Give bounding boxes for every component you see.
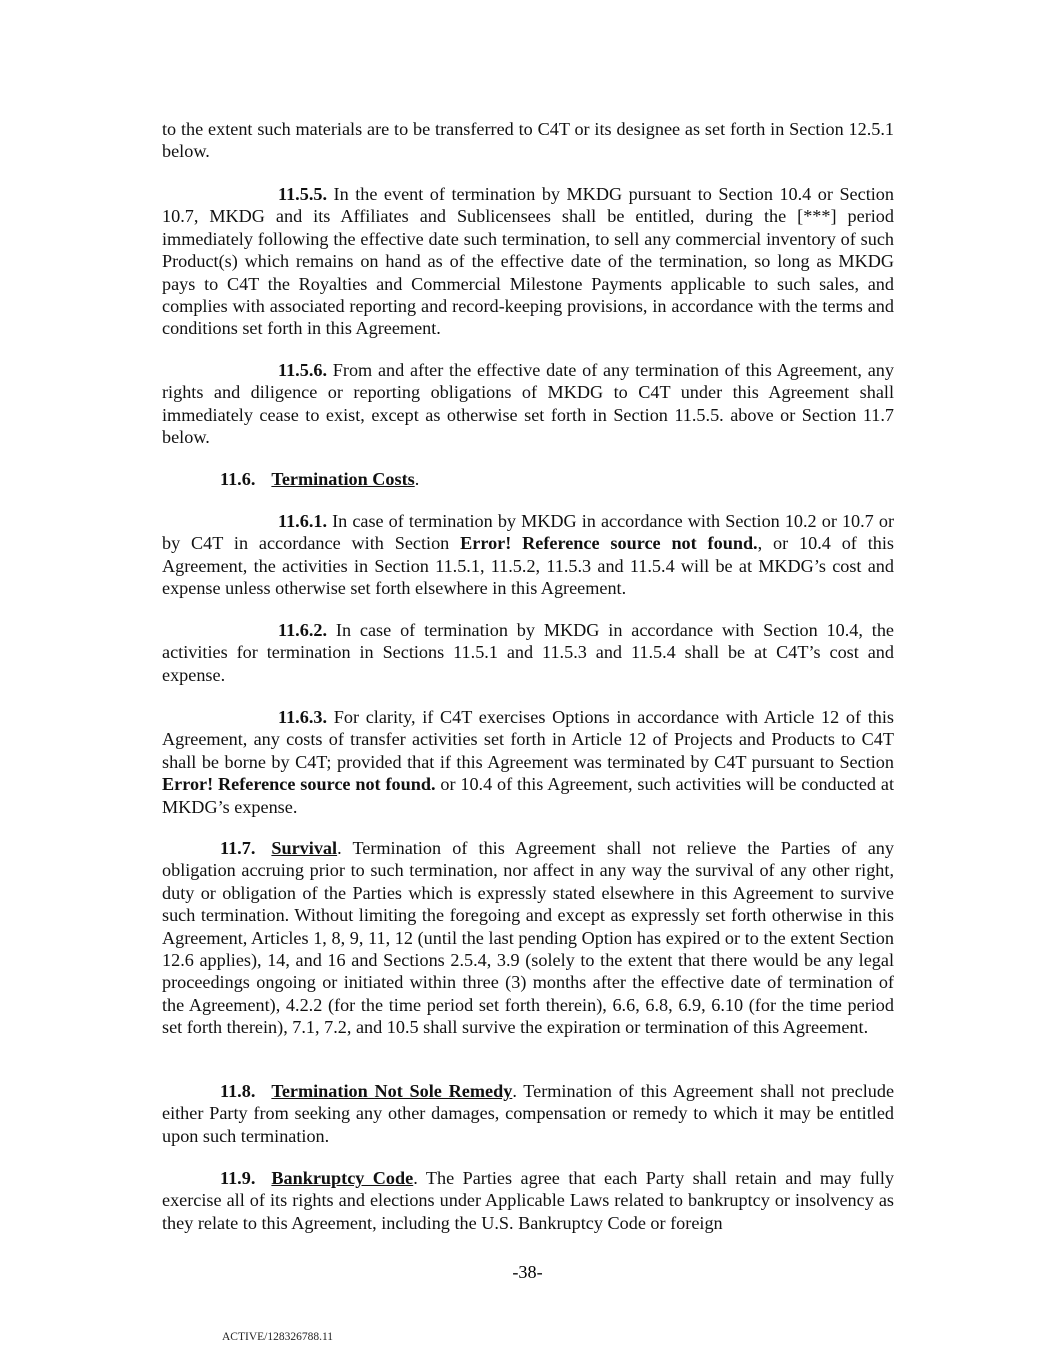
section-11-6-3: 11.6.3. For clarity, if C4T exercises Options in accordance with Article 12 of this Agreement, any costs of transfer activities set forth in Article 12 of Projects and Products to C4T shall be borne by C4T; provided that if this Agreement was terminated by C4T pursuant to Section Error! Reference source not found. or 10.4 of this Agreement, such activities will be conducted at MKDG’s expense.: [162, 707, 895, 817]
section-title: Termination Not Sole Remedy: [271, 1081, 513, 1101]
section-title: Survival: [271, 838, 338, 858]
section-11-5-5: [162, 183, 894, 340]
section-text: From and after the effective date of any termination of this Agreement, any rights and diligence or reporting obligations of MKDG to C4T under this Agreement shall immediately cease to exist, except as otherwise set forth in Section 11.5.5. above or Section 11.7 below.: [162, 360, 894, 448]
section-title: Bankruptcy Code: [271, 1168, 414, 1188]
section-11-7: [162, 837, 894, 1039]
document-footer-id: ACTIVE/128326788.11: [222, 1331, 334, 1343]
section-11-8: [162, 1080, 894, 1147]
section-number: 11.9.: [220, 1168, 256, 1188]
section-11-6-2: [162, 619, 894, 686]
section-11-9: [162, 1167, 894, 1234]
section-text: . The Parties agree that each Party shall retain and may fully exercise all of its rights and elections under Applicable Laws related to bankruptcy or insolvency as they relate to this Agreement, including the U.S. Bankruptcy Code or foreign: [162, 1168, 894, 1233]
section-number: 11.6.3.: [278, 707, 328, 727]
reference-error: Error! Reference source not found.: [460, 533, 758, 554]
section-text: . Termination of this Agreement shall not relieve the Parties of any obligation accruing prior to such termination, nor affect in any way the survival of any other right, duty or obligation of the Parties which is expressly stated elsewhere in this Agreement to survive such termination. Without limiting the foregoing and except as expressly set forth otherwise in this Agreement, Articles 1, 8, 9, 11, 12 (until the last pending Option has expired or to the extent Section 12.6 applies), 14, and 16 and Sections 2.5.4, 3.9 (solely to the extent that there would be any legal proceedings ongoing or initiated within three (3) months after the effective date of termination of the Agreement), 4.2.2 (for the time period set forth therein), 6.6, 6.8, 6.9, 6.10 (for the time period set forth therein), 7.1, 7.2, and 10.5 shall survive the expiration or termination of this Agreement.: [162, 838, 894, 1038]
section-number: 11.5.6.: [278, 360, 328, 380]
section-number: 11.5.5.: [278, 184, 328, 204]
section-number: 11.7.: [220, 838, 256, 858]
section-11-6-heading: 11.6. Termination Costs.: [220, 469, 420, 489]
section-11-5-6: [162, 359, 894, 449]
section-number: 11.8.: [220, 1081, 256, 1101]
reference-error: Error! Reference source not found.: [162, 774, 436, 795]
section-number: 11.6.: [220, 469, 256, 489]
section-text: In the event of termination by MKDG pursuant to Section 10.4 or Section 10.7, MKDG and its Affiliates and Sublicensees shall be entitled, during the [***] period immediately following the effective date such termination, to sell any commercial inventory of such Product(s) which remains on hand as of the effective date of the termination, so long as MKDG pays to C4T the Royalties and Commercial Milestone Payments applicable to such sales, and complies with associated reporting and record-keeping provisions, in accordance with the terms and conditions set forth in this Agreement.: [162, 184, 894, 339]
page-number: -38-: [512, 1262, 543, 1282]
section-11-6-1: 11.6.1. In case of termination by MKDG in accordance with Section 10.2 or 10.7 or by C4T in accordance with Section Error! Reference source not found., or 10.4 of this Agreement, the activities in Section 11.5.1, 11.5.2, 11.5.3 and 11.5.4 will be at MKDG’s cost and expense unless otherwise set forth elsewhere in this Agreement.: [162, 511, 895, 599]
section-number: 11.6.1.: [278, 511, 328, 531]
section-text: In case of termination by MKDG in accordance with Section 10.4, the activities for termination in Sections 11.5.1 and 11.5.3 and 11.5.4 shall be at C4T’s cost and expense.: [162, 620, 895, 685]
section-text: . Termination of this Agreement shall not preclude either Party from seeking any other damages, compensation or remedy to which it may be entitled upon such termination.: [162, 1081, 895, 1146]
paragraph-intro: to the extent such materials are to be transferred to C4T or its designee as set forth in Section 12.5.1 below.: [162, 119, 894, 162]
section-title: Termination Costs: [271, 469, 415, 489]
section-number: 11.6.2.: [278, 620, 328, 640]
